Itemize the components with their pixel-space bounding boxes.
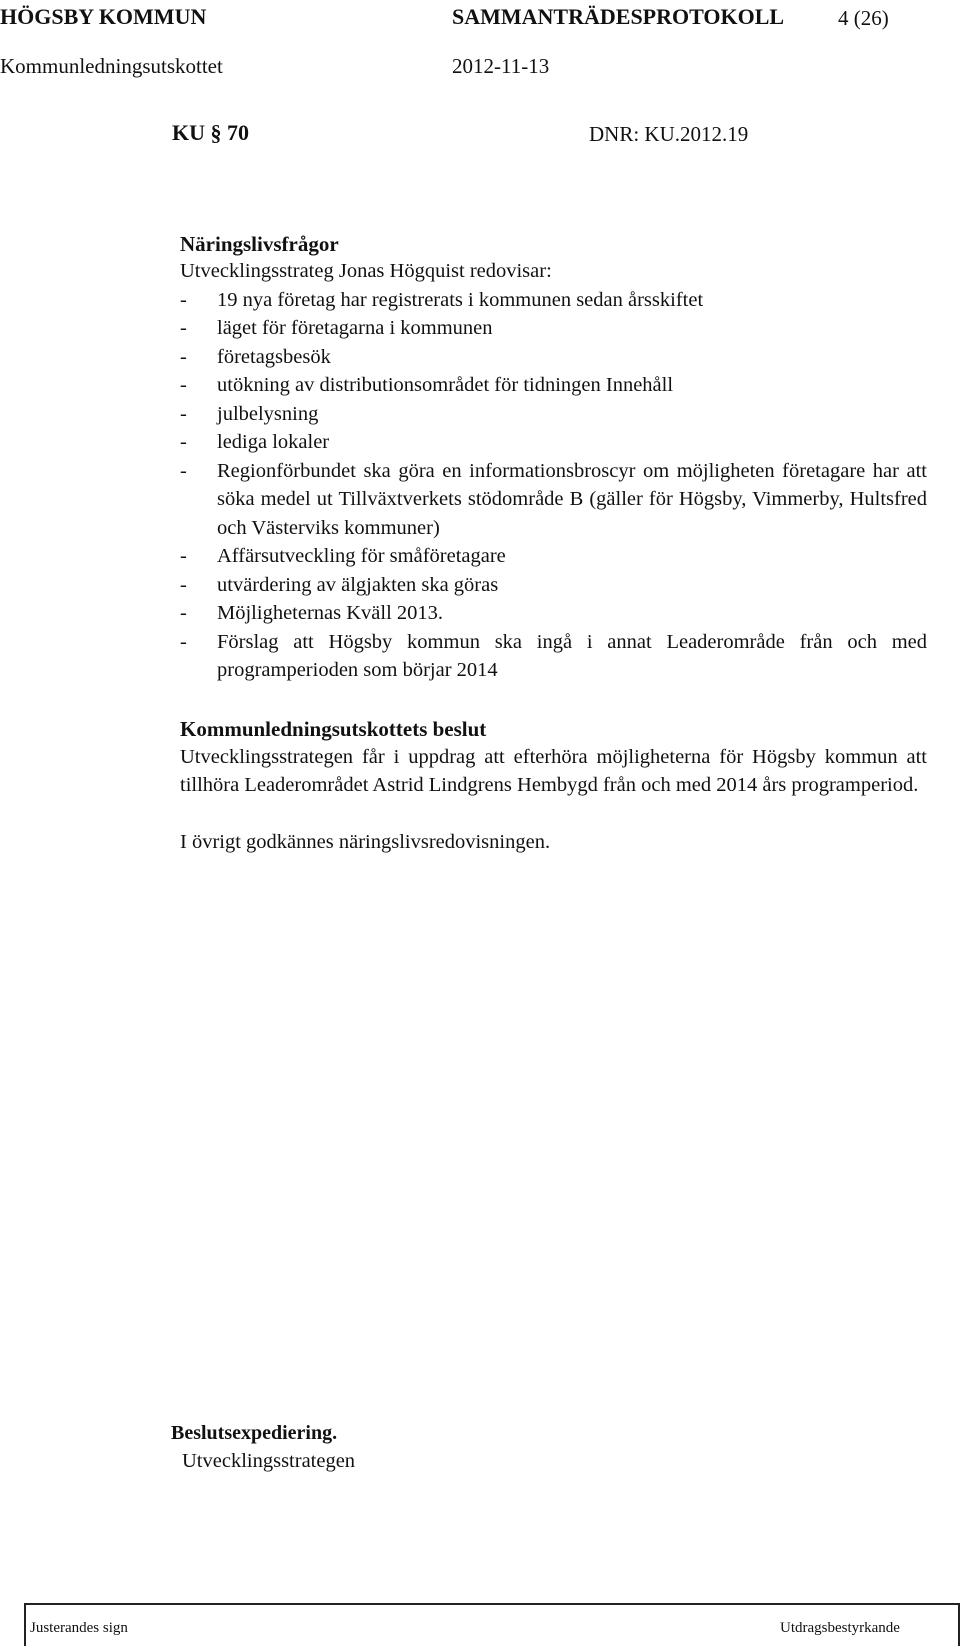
decision-text: Utvecklingsstrategen får i uppdrag att efterhöra möjligheterna för Högsby kommun att tillhöra Leaderområdet Astrid Lindgrens Hembygd från och med 2014 års programperiod. <box>180 745 927 796</box>
list-item <box>180 314 927 343</box>
list-dash: - <box>180 288 187 311</box>
main-content <box>180 230 927 856</box>
page-number: 4 (26) <box>838 6 889 30</box>
list-dash: - <box>180 317 187 339</box>
list-dash: - <box>180 630 187 653</box>
section-title-beslut: Kommunledningsutskottets beslut <box>180 716 487 741</box>
distribution-title: Beslutsexpediering. <box>171 1422 338 1444</box>
dnr-number: DNR: KU.2012.19 <box>589 122 749 146</box>
list-item <box>180 599 927 628</box>
municipality-name: HÖGSBY KOMMUN <box>0 4 207 29</box>
list-dash: - <box>180 573 187 596</box>
list-item-text: Affärsutveckling för småföretagare <box>217 545 506 567</box>
list-item <box>180 628 927 685</box>
list-dash: - <box>180 545 187 567</box>
paragraph-number: KU § 70 <box>172 120 249 145</box>
list-item-text: utökning av distributionsområdet för tidningen Innehåll <box>217 374 674 396</box>
list-item-text: företagsbesök <box>217 345 331 368</box>
list-item <box>180 400 927 429</box>
list-item <box>180 286 927 315</box>
section-title-naringsliv: Näringslivsfrågor <box>180 232 339 256</box>
list-item <box>180 343 927 372</box>
document-type: SAMMANTRÄDESPROTOKOLL <box>452 4 785 29</box>
list-item-text: Förslag att Högsby kommun ska ingå i annat Leaderområde från och med programperioden som börjar 2014 <box>217 630 927 681</box>
list-dash: - <box>180 374 187 396</box>
approval-text: I övrigt godkännes näringslivsredovisningen. <box>180 830 551 853</box>
committee-name: Kommunledningsutskottet <box>0 54 223 78</box>
footer-signature-label: Justerandes sign <box>30 1620 128 1636</box>
list-dash: - <box>180 459 187 482</box>
list-item-text: julbelysning <box>217 402 319 425</box>
list-item-text: 19 nya företag har registrerats i kommunen sedan årsskiftet <box>217 288 704 311</box>
list-dash: - <box>180 431 187 453</box>
list-item <box>180 542 927 571</box>
list-item <box>180 571 927 600</box>
footer-certification-label: Utdragsbestyrkande <box>780 1620 900 1636</box>
footer-left-border <box>24 1603 26 1646</box>
list-item-text: Regionförbundet ska göra en informationsbroscyr om möjligheten företagare har att söka medel ut Tillväxtverkets stödområde B (gäller för Högsby, Vimmerby, Hultsfred och Västerviks kommuner) <box>217 459 927 539</box>
report-list <box>180 286 927 685</box>
distribution-recipient: Utvecklingsstrategen <box>182 1450 356 1472</box>
list-dash: - <box>180 402 187 425</box>
list-dash: - <box>180 345 187 368</box>
list-item <box>180 428 927 457</box>
list-item-text: Möjligheternas Kväll 2013. <box>217 602 444 624</box>
intro-text: Utvecklingsstrateg Jonas Högquist redovisar: <box>180 260 552 282</box>
meeting-date: 2012-11-13 <box>452 54 550 78</box>
list-item <box>180 457 927 543</box>
list-item-text: läget för företagarna i kommunen <box>217 317 493 339</box>
list-dash: - <box>180 602 187 624</box>
footer-divider <box>24 1603 960 1605</box>
list-item-text: lediga lokaler <box>217 431 330 453</box>
list-item-text: utvärdering av älgjakten ska göras <box>217 573 499 596</box>
list-item <box>180 371 927 400</box>
